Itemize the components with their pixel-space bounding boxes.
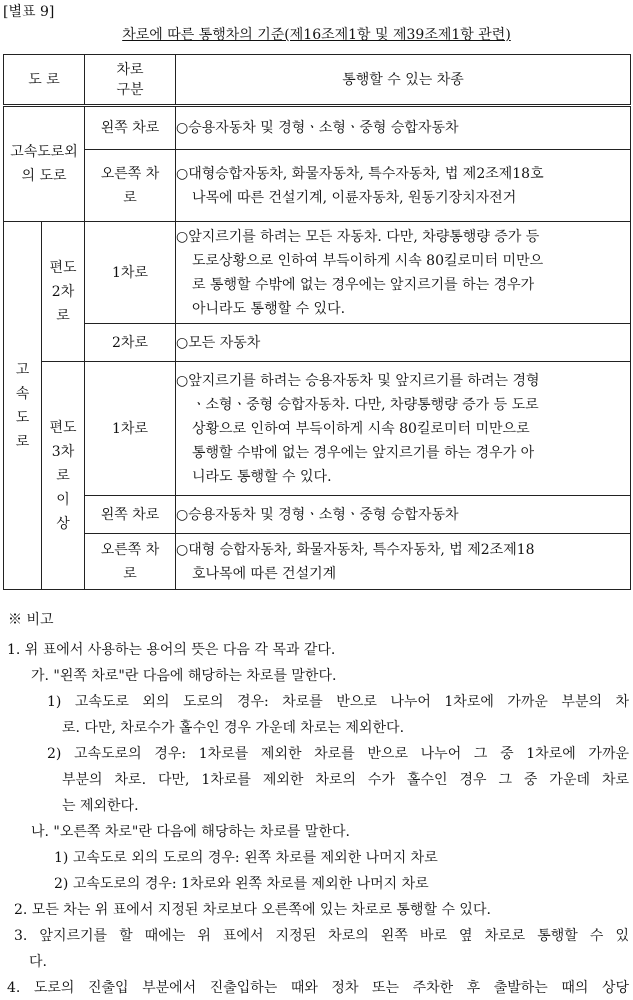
- remark-line: 가. "왼쪽 차로"란 다음에 해당하는 차로를 말한다.: [31, 668, 337, 684]
- remark-line: 4. 도로의 진출입 부분에서 진출입하는 때와 정차 또는 주차한 후 출발하는 때의 상당: [7, 980, 629, 996]
- header-road: 도 로: [4, 55, 85, 106]
- header-lane-division: 차로 구분: [85, 55, 176, 106]
- remark-line: 부분의 차로. 다만, 1차로를 제외한 차로의 수가 홀수인 경우 그 중 가운데 차로: [62, 772, 629, 788]
- table-row: [4, 324, 631, 362]
- two-lane-label: 편도 2차 로: [42, 222, 85, 362]
- lane-rules-table: [3, 54, 631, 590]
- remark-line: 1. 위 표에서 사용하는 용어의 뜻은 다음 각 목과 같다.: [7, 642, 336, 658]
- remark-line: 2) 고속도로의 경우: 1차로와 왼쪽 차로를 제외한 나머지 차로: [54, 876, 429, 892]
- document-title: 차로에 따른 통행차의 기준(제16조제1항 및 제39조제1항 관련): [122, 27, 511, 43]
- allowed-cell: ○앞지르기를 하려는 모든 자동차. 다만, 차량통행량 증가 등 도로상황으로 인하여 부득이하게 시속 80킬로미터 미만으 로 통행할 수밖에 없는 경우에는 앞지르기를 하는 경우가 아니라도 통행할 수 있다.: [176, 222, 631, 324]
- table-row: [4, 222, 631, 324]
- lane-cell: 1차로: [85, 222, 176, 324]
- table-row: [4, 150, 631, 222]
- table-header-row: [4, 55, 631, 106]
- remark-line: 나. "오른쪽 차로"란 다음에 해당하는 차로를 말한다.: [31, 824, 350, 840]
- general-road-label: 고속도로외 의 도로: [4, 106, 85, 222]
- remark-line: 2) 고속도로의 경우: 1차로를 제외한 차로를 반으로 나누어 그 중 1차로에 가까운: [47, 746, 629, 762]
- allowed-cell: ○승용자동차 및 경형ㆍ소형ㆍ중형 승합자동차: [176, 106, 631, 150]
- remark-line: 3. 앞지르기를 할 때에는 위 표에서 지정된 차로의 왼쪽 바로 옆 차로로 통행할 수 있: [14, 928, 629, 944]
- allowed-cell: ○대형 승합자동차, 화물자동차, 특수자동차, 법 제2조제18 호나목에 따른 건설기계: [176, 534, 631, 590]
- appendix-label: [별표 9]: [3, 4, 55, 20]
- remark-line: 다.: [29, 954, 47, 970]
- lane-cell: 2차로: [85, 324, 176, 362]
- allowed-cell: ○모든 자동차: [176, 324, 631, 362]
- remarks-heading: ※ 비고: [8, 612, 54, 628]
- remark-line: 2. 모든 차는 위 표에서 지정된 차로보다 오른쪽에 있는 차로로 통행할 수 있다.: [14, 902, 491, 918]
- table-row: [4, 106, 631, 150]
- three-lane-label: 편도 3차 로 이 상: [42, 362, 85, 590]
- remark-line: 는 제외한다.: [62, 798, 139, 814]
- lane-cell: 오른쪽 차 로: [85, 150, 176, 222]
- remark-line: 1) 고속도로 외의 도로의 경우: 왼쪽 차로를 제외한 나머지 차로: [54, 850, 438, 866]
- lane-cell: 오른쪽 차 로: [85, 534, 176, 590]
- allowed-cell: ○대형승합자동차, 화물자동차, 특수자동차, 법 제2조제18호 나목에 따른 건설기계, 이륜자동차, 원동기장치자전거: [176, 150, 631, 222]
- lane-cell: 왼쪽 차로: [85, 106, 176, 150]
- header-allowed-vehicles: 통행할 수 있는 차종: [176, 55, 631, 106]
- table-row: [4, 534, 631, 590]
- allowed-cell: ○승용자동차 및 경형ㆍ소형ㆍ중형 승합자동차: [176, 496, 631, 534]
- remark-line: 로. 다만, 차로수가 홀수인 경우 가운데 차로는 제외한다.: [62, 720, 405, 736]
- lane-cell: 왼쪽 차로: [85, 496, 176, 534]
- table-row: [4, 496, 631, 534]
- remark-line: 1) 고속도로 외의 도로의 경우: 차로를 반으로 나누어 1차로에 가까운 부분의 차: [47, 694, 629, 710]
- table-row: [4, 362, 631, 496]
- lane-cell: 1차로: [85, 362, 176, 496]
- expressway-label: 고 속 도 로: [4, 222, 42, 590]
- allowed-cell: ○앞지르기를 하려는 승용자동차 및 앞지르기를 하려는 경형 ㆍ소형ㆍ중형 승합자동차. 다만, 차량통행량 증가 등 도로 상황으로 인하여 부득이하게 시속 80킬로미터 미만으로 통행할 수밖에 없는 경우에는 앞지르기를 하는 경우가 아 니라도 통행할 수 있다.: [176, 362, 631, 496]
